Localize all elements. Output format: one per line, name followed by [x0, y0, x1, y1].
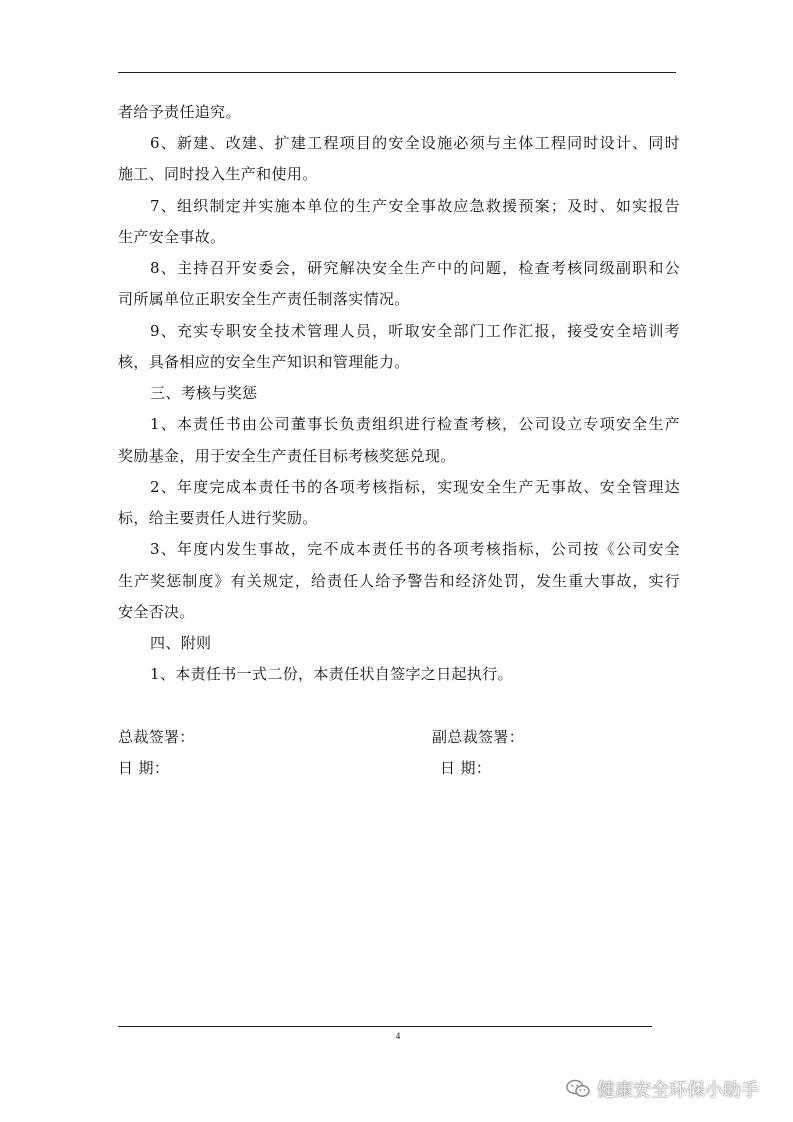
- date-label-left: 日 期：: [118, 759, 170, 777]
- president-signature-label: 总裁签署：: [118, 728, 195, 746]
- watermark: [566, 1072, 759, 1106]
- paragraph-line-9: 核，具备相应的安全生产知识和管理能力。: [118, 353, 410, 371]
- watermark-text: 健康安全环保小助手: [597, 1080, 759, 1101]
- vice-president-signature-label: 副总裁签署：: [432, 728, 525, 746]
- paragraph-line-4: 7、组织制定并实施本单位的生产安全事故应急救援预案；及时、如实报告: [150, 197, 680, 215]
- paragraph-line-5: 生产安全事故。: [118, 228, 226, 246]
- paragraph-line-7: 司所属单位正职安全生产责任制落实情况。: [118, 290, 410, 308]
- date-label-right: 日 期：: [440, 759, 492, 777]
- paragraph-line-15: 3、年度内发生事故，完不成本责任书的各项考核指标，公司按《公司安全: [150, 540, 680, 558]
- footer-rule: [118, 1026, 652, 1027]
- paragraph-line-2: 6、新建、改建、扩建工程项目的安全设施必须与主体工程同时设计、同时: [150, 134, 680, 152]
- wechat-icon: [566, 1079, 591, 1099]
- header-rule: [118, 72, 676, 73]
- paragraph-line-11: 1、本责任书由公司董事长负责组织进行检查考核，公司设立专项安全生产: [150, 415, 680, 433]
- paragraph-line-6: 8、主持召开安委会，研究解决安全生产中的问题，检查考核同级副职和公: [150, 259, 680, 277]
- paragraph-line-14: 标，给主要责任人进行奖励。: [118, 509, 318, 527]
- paragraph-line-16: 生产奖惩制度》有关规定，给责任人给予警告和经济处罚，发生重大事故，实行: [118, 572, 680, 590]
- section-heading-appendix: 四、附则: [150, 634, 212, 652]
- paragraph-line-12: 奖励基金，用于安全生产责任目标考核奖惩兑现。: [118, 447, 456, 465]
- paragraph-line-19: 1、本责任书一式二份，本责任状自签字之日起执行。: [150, 665, 513, 683]
- paragraph-line-1: 者给予责任追究。: [118, 103, 241, 121]
- page-number: 4: [395, 1031, 401, 1041]
- paragraph-line-8: 9、充实专职安全技术管理人员，听取安全部门工作汇报，接受安全培训考: [150, 322, 680, 340]
- section-heading-assessment: 三、考核与奖惩: [150, 384, 258, 402]
- paragraph-line-17: 安全否决。: [118, 603, 195, 621]
- paragraph-line-3: 施工、同时投入生产和使用。: [118, 165, 318, 183]
- paragraph-line-13: 2、年度完成本责任书的各项考核指标，实现安全生产无事故、安全管理达: [150, 478, 680, 496]
